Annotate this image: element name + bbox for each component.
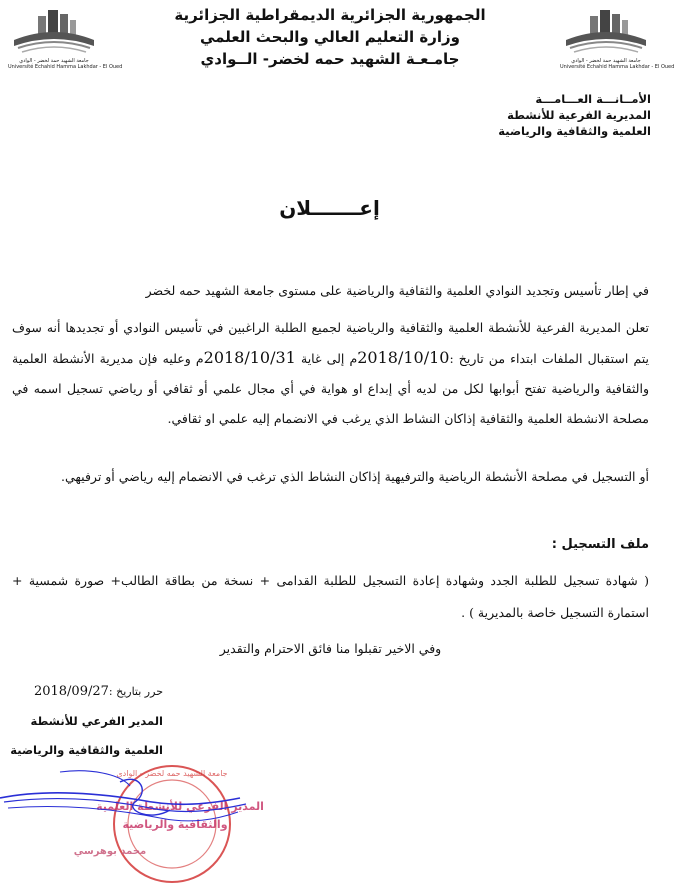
registration-documents: ( شهادة تسجيل للطلبة الجدد وشهادة إعادة التسجيل للطلبة القدامى + نسخة من بطاقة الطالب+ صورة شمسية + استمارة التسجيل خاصة بالمديرية ) . — [12, 573, 649, 620]
university-logo-icon — [8, 6, 100, 58]
date-to: 2018/10/31 — [203, 348, 296, 367]
stamp-graphic — [0, 762, 264, 887]
logo-caption-arabic: جامعة الشهيد حمة لخضر - الوادي — [19, 58, 89, 64]
logo-caption-arabic: جامعة الشهيد حمة لخضر - الوادي — [571, 58, 641, 64]
intro-paragraph: في إطار تأسيس وتجديد النوادي العلمية والثقافية والرياضية على مستوى جامعة الشهيد حمه لخضر — [145, 283, 649, 298]
letterhead — [100, 4, 560, 70]
university-title: جامـعـة الشهيد حمه لخضر- الــوادي — [200, 50, 460, 68]
republic-title: الجمهورية الجزائرية الديمقراطية الجزائرية — [174, 6, 486, 24]
department-block — [391, 91, 651, 139]
signatory-title-1: المدير الفرعي للأنشطة — [30, 714, 163, 728]
dated-label: حرر بتاريخ : — [108, 685, 163, 698]
sub-directorate: المديرية الفرعية للأنشطة — [507, 108, 651, 122]
general-secretariat: الأمــانـــة العـــامـــة — [535, 92, 651, 106]
stamp-name: محمد بوهرسي — [73, 846, 147, 857]
main-text-2: م إلى غاية — [295, 351, 358, 366]
signature-date: 2018/09/27 — [33, 684, 109, 699]
stamp-line-2: والثقافية والرياضية — [122, 818, 228, 831]
logo-caption-french: Université Echahid Hamma Lakhdar - El Oued — [560, 64, 674, 70]
signature-block — [10, 684, 163, 757]
stamp-line-1: المدير الفرعي للأنشطة العلمية — [96, 800, 264, 813]
university-logo-right — [560, 6, 674, 70]
sub-directorate-scope: العلمية والثقافية والرياضية — [498, 124, 651, 138]
main-text-3: م وعليه فإن مديرية الأنشطة العلمية والثقافية والرياضية تفتح أبوابها لكل من لديه أي إبداع او هواية في أي مجال علمي أو ثقافي أو رياضي تسجيل اسمه في مصلحة الانشطة العلمية والثقافية إذاكان النشاط الذي يرغب في الانضمام إليه علمي او ثقافي. — [12, 351, 649, 426]
signatory-title-2: العلمية والثقافية والرياضية — [10, 743, 163, 757]
main-paragraph — [12, 313, 649, 434]
logo-caption-french: Université Echahid Hamma Lakhdar - El Oued — [8, 64, 123, 70]
main-text-1: تعلن المديرية الفرعية للأنشطة العلمية والثقافية والرياضية لجميع الطلبة الراغبين في تأسيس النوادي أو تجديدها أنه سوف يتم استقبال الملفات ابتداء من تاريخ : — [12, 320, 650, 366]
university-logo-icon — [560, 6, 652, 58]
registration-file-title: ملف التسجيل : — [551, 537, 649, 552]
official-stamp — [0, 762, 264, 887]
university-logo-left — [8, 6, 123, 70]
date-from: 2018/10/10 — [357, 348, 450, 367]
announcement-title: إعـــــــلان — [279, 196, 380, 220]
sport-paragraph: أو التسجيل في مصلحة الأنشطة الرياضية والترفيهية إذاكان النشاط الذي ترغب في الانضمام إليه رياضي أو ترفيهي. — [61, 469, 649, 484]
closing-line: وفي الاخير تقبلوا منا فائق الاحترام والتقدير — [219, 641, 442, 656]
stamp-ring-text: جامعة الشهيد حمه لخضر - الوادي — [116, 769, 228, 778]
ministry-title: وزارة التعليم العالي والبحث العلمي — [199, 28, 461, 46]
dated-line — [13, 684, 163, 699]
